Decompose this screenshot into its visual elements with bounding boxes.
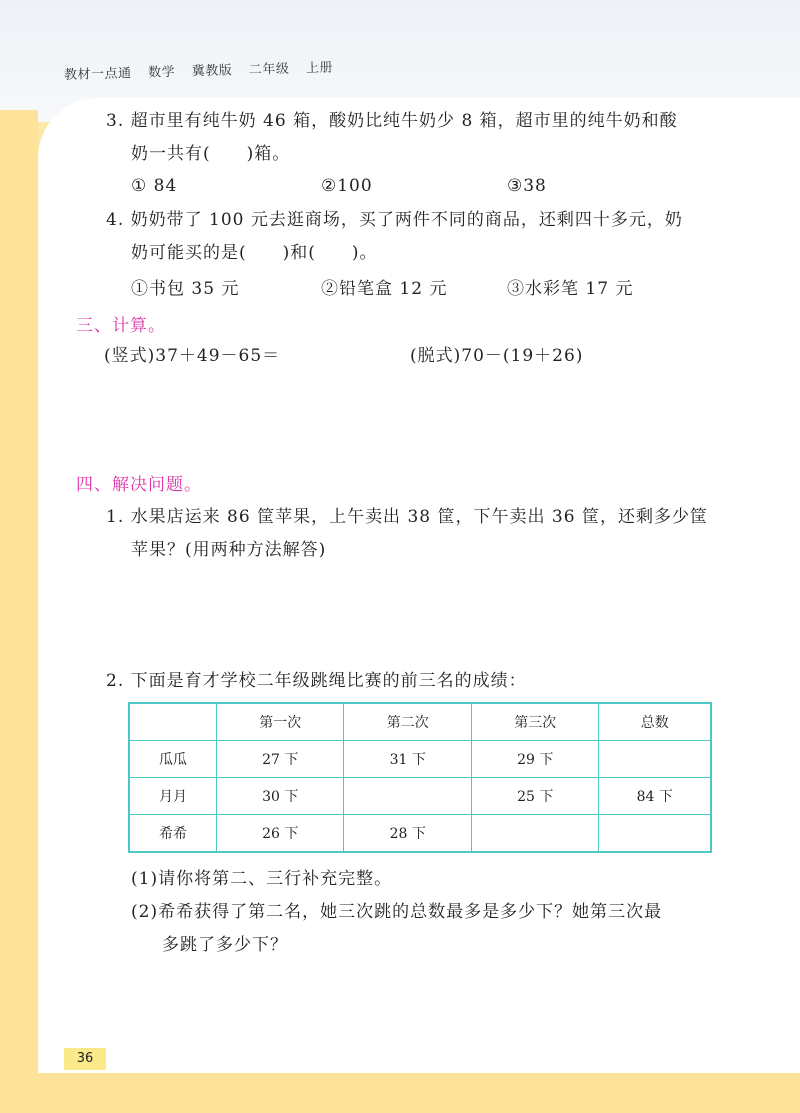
table-cell: 31 下	[344, 741, 472, 778]
table-cell: 25 下	[471, 778, 599, 815]
table-cell: 30 下	[216, 778, 344, 815]
table-cell: 瓜瓜	[129, 741, 216, 778]
table-cell: 希希	[129, 815, 216, 853]
table-header-cell: 第一次	[216, 703, 344, 741]
question-3-option-2: ②100	[321, 176, 373, 196]
question-3-line1: 3. 超市里有纯牛奶 46 箱，酸奶比纯牛奶少 8 箱，超市里的纯牛奶和酸	[106, 111, 678, 131]
table-cell	[344, 778, 472, 815]
question-4-line1: 4. 奶奶带了 100 元去逛商场，买了两件不同的商品，还剩四十多元，奶	[106, 210, 683, 230]
header-grade: 二年级	[248, 61, 290, 78]
question-4-option-1: ①书包 35 元	[131, 279, 240, 299]
table-row	[129, 778, 711, 815]
table-header-cell: 第二次	[344, 703, 472, 741]
table-cell: 84 下	[599, 778, 711, 815]
question-3-line2: 奶一共有( )箱。	[131, 144, 291, 164]
question-4-option-3: ③水彩笔 17 元	[507, 279, 634, 299]
calc-vertical: (竖式)37＋49－65＝	[104, 346, 281, 366]
problem-1-line2: 苹果？(用两种方法解答)	[131, 540, 327, 560]
section-4-title: 四、解决问题。	[76, 475, 202, 495]
table-header-cell	[129, 703, 216, 741]
header-edition: 冀教版	[191, 63, 233, 80]
table-header-cell: 第三次	[471, 703, 599, 741]
table-cell	[471, 815, 599, 853]
header-series: 教材一点通	[63, 66, 132, 83]
table-header-row	[129, 703, 711, 741]
table-cell: 月月	[129, 778, 216, 815]
left-margin-band	[0, 110, 38, 1113]
header-volume: 上册	[305, 60, 334, 77]
calc-stepwise: (脱式)70－(19＋26)	[410, 346, 584, 366]
question-3-option-3: ③38	[507, 176, 547, 196]
jump-rope-score-table	[128, 702, 712, 853]
question-4-line2: 奶可能买的是( )和( )。	[131, 243, 378, 263]
table-cell: 27 下	[216, 741, 344, 778]
table-cell: 29 下	[471, 741, 599, 778]
header-subject: 数学	[147, 64, 176, 81]
page-number: 36	[64, 1048, 106, 1070]
question-4-option-2: ②铅笔盒 12 元	[321, 279, 448, 299]
table-row	[129, 741, 711, 778]
table-cell: 28 下	[344, 815, 472, 853]
problem-2-sub2-line2: 多跳了多少下？	[162, 935, 288, 955]
table-cell	[599, 741, 711, 778]
problem-2-sub2-line1: (2)希希获得了第二名，她三次跳的总数最多是多少下？她第三次最	[131, 902, 663, 922]
problem-2-intro: 2. 下面是育才学校二年级跳绳比赛的前三名的成绩：	[106, 671, 527, 691]
table-row	[129, 815, 711, 853]
question-3-option-1: ① 84	[131, 176, 178, 196]
table-cell	[599, 815, 711, 853]
table-cell: 26 下	[216, 815, 344, 853]
problem-1-line1: 1. 水果店运来 86 筐苹果，上午卖出 38 筐，下午卖出 36 筐，还剩多少筐	[106, 507, 708, 527]
bottom-margin-band	[0, 1073, 800, 1113]
section-3-title: 三、计算。	[76, 316, 166, 336]
table-header-cell: 总数	[599, 703, 711, 741]
problem-2-sub1: (1)请你将第二、三行补充完整。	[131, 869, 393, 889]
